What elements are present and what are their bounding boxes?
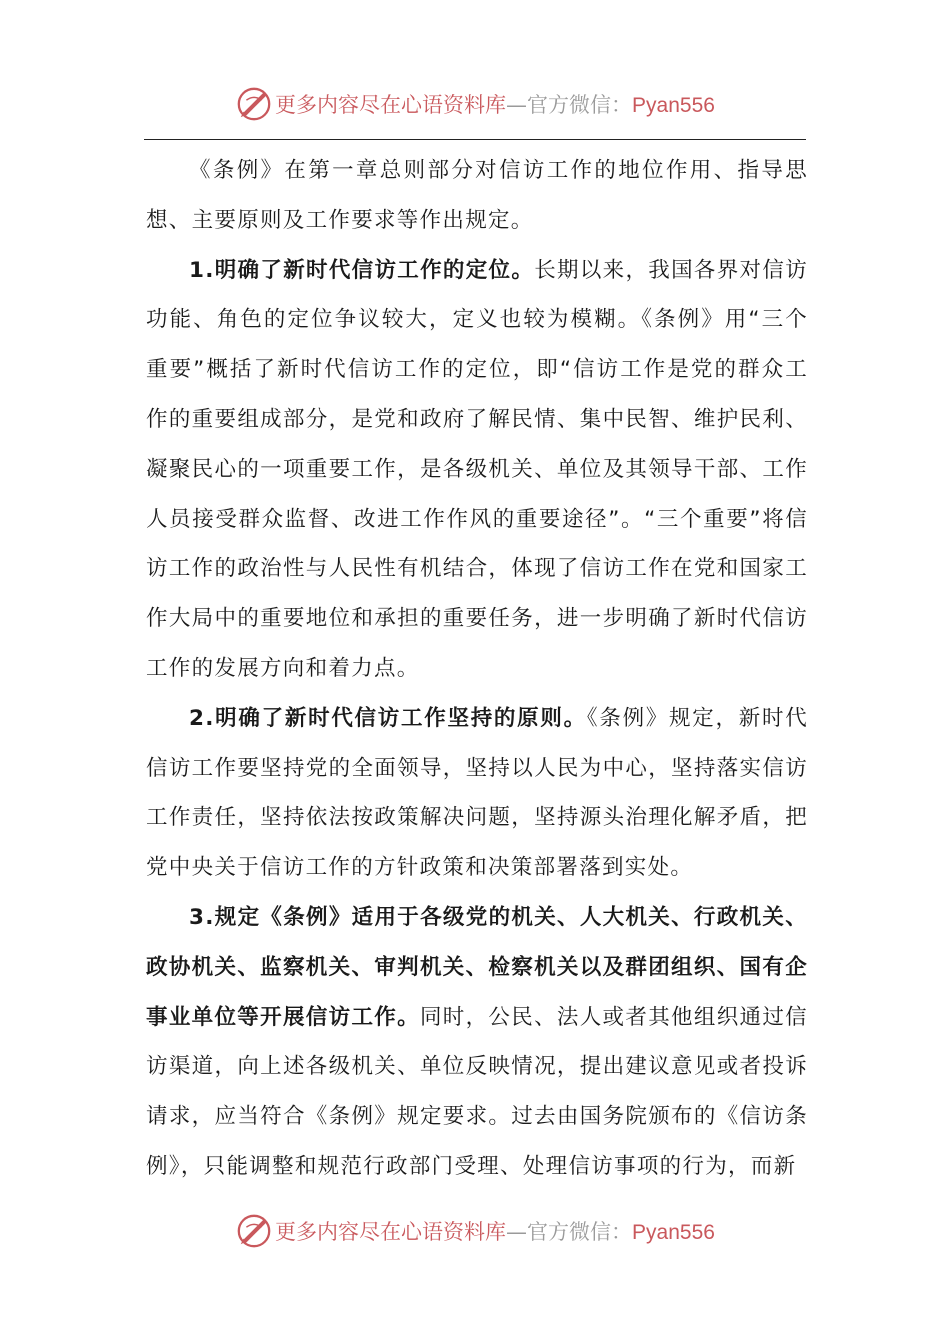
banner-wechat-id: Pyan556	[632, 1221, 715, 1244]
pen-logo-icon	[235, 85, 273, 123]
footer-banner	[0, 1211, 950, 1251]
pen-logo-icon	[235, 1212, 273, 1250]
paragraph-point-3	[146, 893, 808, 1192]
banner-dash: —	[506, 93, 528, 117]
banner-dash: —	[506, 1220, 528, 1244]
paragraph-intro	[146, 146, 808, 246]
paragraph-point-2	[146, 694, 808, 893]
paragraph-text: 同时，公民、法人或者其他组织通过信访渠道，向上述各级机关、单位反映情况，提出建议意见或者投诉请求，应当符合《条例》规定要求。过去由国务院颁布的《信访条例》，只能调整和规范行政部门受理、处理信访事项的行为，而新	[146, 1004, 808, 1179]
header-banner	[0, 84, 950, 124]
paragraph-text: 《条例》规定，新时代信访工作要坚持党的全面领导，坚持以人民为中心，坚持落实信访工作责任，坚持依法按政策解决问题，坚持源头治理化解矛盾，把党中央关于信访工作的方针政策和决策部署落到实处。	[146, 705, 808, 881]
paragraph-lead: 1.明确了新时代信访工作的定位。	[189, 257, 535, 283]
paragraph-lead: 2.明确了新时代信访工作坚持的原则。	[189, 705, 587, 731]
banner-wechat-label: 官方微信：	[527, 93, 633, 117]
paragraph-lead: 3.规定《条例》适用于各级党的机关、人大机关、行政机关、政协机关、监察机关、审判机关、检察机关以及群团组织、国有企事业单位等开展信访工作。	[146, 904, 808, 1030]
banner-wechat-id: Pyan556	[632, 94, 715, 117]
paragraph-point-1	[146, 246, 808, 694]
banner-text	[275, 1216, 715, 1246]
header-divider	[144, 139, 806, 140]
paragraph-text: 《条例》在第一章总则部分对信访工作的地位作用、指导思想、主要原则及工作要求等作出规定。	[146, 158, 808, 233]
banner-wechat-label: 官方微信：	[527, 1220, 633, 1244]
banner-text	[275, 89, 715, 119]
banner-main-text: 更多内容尽在心语资料库	[275, 93, 507, 117]
document-body	[146, 146, 808, 1192]
paragraph-text: 长期以来，我国各界对信访功能、角色的定位争议较大，定义也较为模糊。《条例》用“三个重要”概括了新时代信访工作的定位，即“信访工作是党的群众工作的重要组成部分，是党和政府了解民情、集中民智、维护民利、凝聚民心的一项重要工作，是各级机关、单位及其领导干部、工作人员接受群众监督、改进工作作风的重要途径”。“三个重要”将信访工作的政治性与人民性有机结合，体现了信访工作在党和国家工作大局中的重要地位和承担的重要任务，进一步明确了新时代信访工作的发展方向和着力点。	[146, 257, 808, 681]
banner-main-text: 更多内容尽在心语资料库	[275, 1220, 507, 1244]
